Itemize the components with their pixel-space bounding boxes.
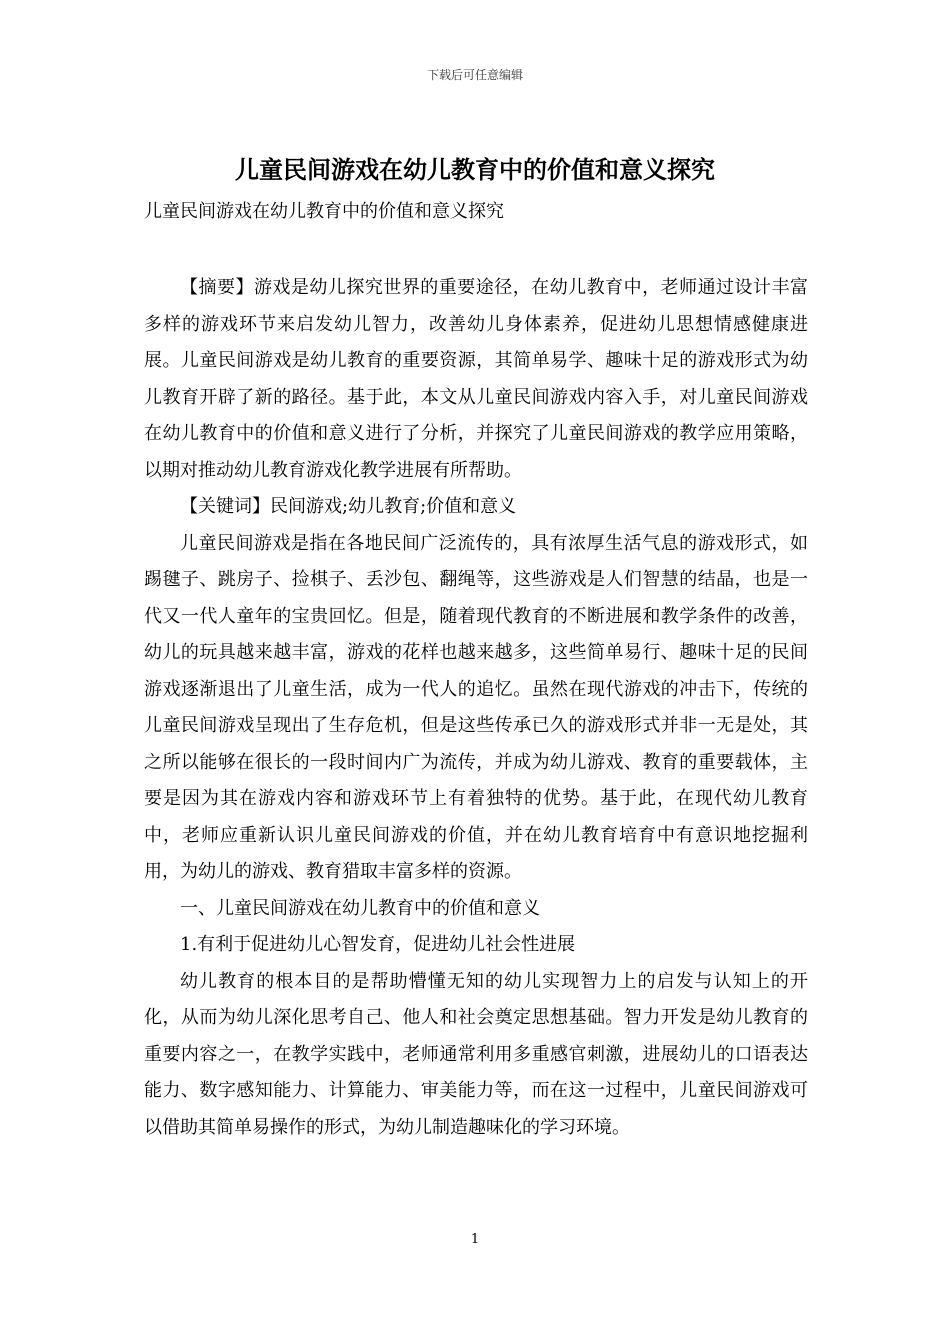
subsection-heading: 1.有利于促进幼儿心智发育，促进幼儿社会性进展 xyxy=(180,934,576,955)
page-header-note: 下载后可任意编辑 xyxy=(426,68,523,82)
document-body xyxy=(144,270,808,1146)
page-number: 1 xyxy=(470,1232,480,1247)
intro-paragraph: 儿童民间游戏是指在各地民间广泛流传的，具有浓厚生活气息的游戏形式，如踢毽子、跳房子、捡棋子、丢沙包、翻绳等，这些游戏是人们智慧的结晶，也是一代又一代人童年的宝贵回忆。但是，随着现代教育的不断进展和教学条件的改善，幼儿的玩具越来越丰富，游戏的花样也越来越多，这些简单易行、趣味十足的民间游戏逐渐退出了儿童生活，成为一代人的追忆。虽然在现代游戏的冲击下，传统的儿童民间游戏呈现出了生存危机，但是这些传承已久的游戏形式并非一无是处，其之所以能够在很长的一段时间内广为流传，并成为幼儿游戏、教育的重要载体，主要是因为其在游戏内容和游戏环节上有着独特的优势。基于此，在现代幼儿教育中，老师应重新认识儿童民间游戏的价值，并在幼儿教育培育中有意识地挖掘利用，为幼儿的游戏、教育猎取丰富多样的资源。 xyxy=(144,532,808,882)
document-title: 儿童民间游戏在幼儿教育中的价值和意义探究 xyxy=(235,155,715,184)
abstract-paragraph: 【摘要】游戏是幼儿探究世界的重要途径，在幼儿教育中，老师通过设计丰富多样的游戏环节来启发幼儿智力，改善幼儿身体素养，促进幼儿思想情感健康进展。儿童民间游戏是幼儿教育的重要资源，其简单易学、趣味十足的游戏形式为幼儿教育开辟了新的路径。基于此，本文从儿童民间游戏内容入手，对儿童民间游戏在幼儿教育中的价值和意义进行了分析，并探究了儿童民间游戏的教学应用策略，以期对推动幼儿教育游戏化教学进展有所帮助。 xyxy=(144,277,808,481)
document-subtitle: 儿童民间游戏在幼儿教育中的价值和意义探究 xyxy=(144,201,504,222)
section-heading: 一、儿童民间游戏在幼儿教育中的价值和意义 xyxy=(180,897,540,919)
keywords-paragraph: 【关键词】民间游戏;幼儿教育;价值和意义 xyxy=(180,496,517,517)
body-paragraph: 幼儿教育的根本目的是帮助懵懂无知的幼儿实现智力上的启发与认知上的开化，从而为幼儿深化思考自己、他人和社会奠定思想基础。智力开发是幼儿教育的重要内容之一，在教学实践中，老师通常利用多重感官刺激，进展幼儿的口语表达能力、数字感知能力、计算能力、审美能力等，而在这一过程中，儿童民间游戏可以借助其简单易操作的形式，为幼儿制造趣味化的学习环境。 xyxy=(144,970,808,1138)
